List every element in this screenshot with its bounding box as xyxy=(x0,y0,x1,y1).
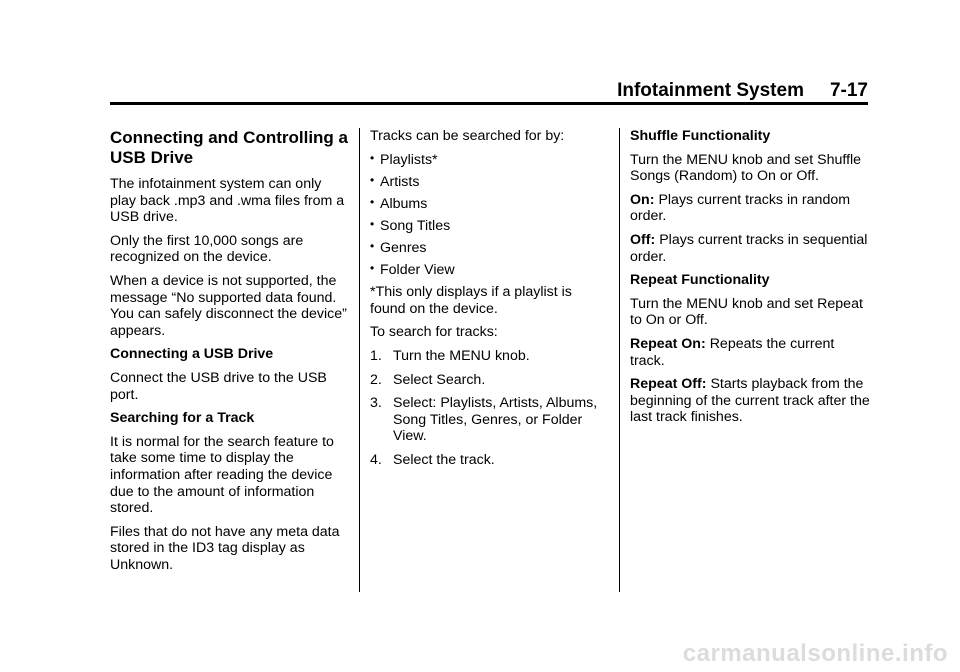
step-number: 1. xyxy=(370,347,382,364)
step-number: 3. xyxy=(370,395,382,412)
step-item xyxy=(370,348,610,365)
column-divider xyxy=(359,128,360,592)
term-description: Starts playback from the beginning of the current track after the last track finishes. xyxy=(630,376,870,426)
step-number: 4. xyxy=(370,451,382,468)
list-item: • Song Titles xyxy=(370,218,610,235)
step-text: Select Search. xyxy=(393,371,486,388)
step-number: 2. xyxy=(370,371,382,388)
list-item: • Genres xyxy=(370,240,610,257)
paragraph: Turn the MENU knob and set Shuffle Songs (Random) to On or Off. xyxy=(630,151,862,185)
paragraph: When a device is not supported, the message “No supported data found. You can safely disconnect the device” appears. xyxy=(110,272,347,339)
definition xyxy=(630,232,870,265)
paragraph: Only the first 10,000 songs are recognized on the device. xyxy=(110,232,304,266)
section-title: Infotainment System xyxy=(617,80,804,101)
list-item: • Albums xyxy=(370,196,610,213)
term-description: Repeats the current track. xyxy=(630,335,835,369)
paragraph: Tracks can be searched for by: xyxy=(370,128,565,144)
step-text: Select: Playlists, Artists, Albums, Song Titles, Genres, or Folder View. xyxy=(393,395,598,445)
watermark: carmanualsonline.info xyxy=(682,640,948,667)
step-item xyxy=(370,452,610,469)
term: On: xyxy=(630,191,655,208)
definition xyxy=(630,192,870,225)
definition xyxy=(630,376,870,426)
column-middle xyxy=(370,128,610,476)
steps-list xyxy=(370,348,610,469)
term: Repeat On: xyxy=(630,335,706,352)
footnote: *This only displays if a playlist is found on the device. xyxy=(370,284,572,317)
list-item: • Folder View xyxy=(370,262,610,279)
paragraph: Turn the MENU knob and set Repeat to On or Off. xyxy=(630,295,863,329)
paragraph: Connect the USB drive to the USB port. xyxy=(110,369,327,403)
subheading: Repeat Functionality xyxy=(630,272,770,289)
list-item: • Artists xyxy=(370,174,610,191)
step-text: Turn the MENU knob. xyxy=(393,347,530,364)
column-left xyxy=(110,128,350,580)
subheading: Connecting a USB Drive xyxy=(110,346,274,363)
search-criteria-list xyxy=(370,152,610,279)
paragraph: To search for tracks: xyxy=(370,324,498,341)
paragraph: Files that do not have any meta data stored in the ID3 tag display as Unknown. xyxy=(110,523,340,573)
page-number: 7-17 xyxy=(829,80,868,101)
paragraph: The infotainment system can only play back .mp3 and .wma files from a USB drive. xyxy=(110,176,345,226)
column-divider xyxy=(619,128,620,592)
subheading: Searching for a Track xyxy=(110,410,255,427)
term-description: Plays current tracks in random order. xyxy=(630,191,851,225)
column-right xyxy=(630,128,870,433)
page-header xyxy=(110,80,868,102)
subheading: Shuffle Functionality xyxy=(630,128,771,144)
term: Repeat Off: xyxy=(630,376,707,393)
header-rule xyxy=(110,102,868,105)
definition xyxy=(630,336,870,369)
step-item xyxy=(370,372,610,389)
section-heading: Connecting and Controlling a USB Drive xyxy=(110,128,348,167)
paragraph: It is normal for the search feature to take some time to display the information after reading the device due to the amount of information stored. xyxy=(110,433,334,517)
term-description: Plays current tracks in sequential order. xyxy=(630,231,868,265)
step-text: Select the track. xyxy=(393,451,495,468)
step-item xyxy=(370,395,610,445)
term: Off: xyxy=(630,231,656,248)
list-item: • Playlists* xyxy=(370,152,610,169)
